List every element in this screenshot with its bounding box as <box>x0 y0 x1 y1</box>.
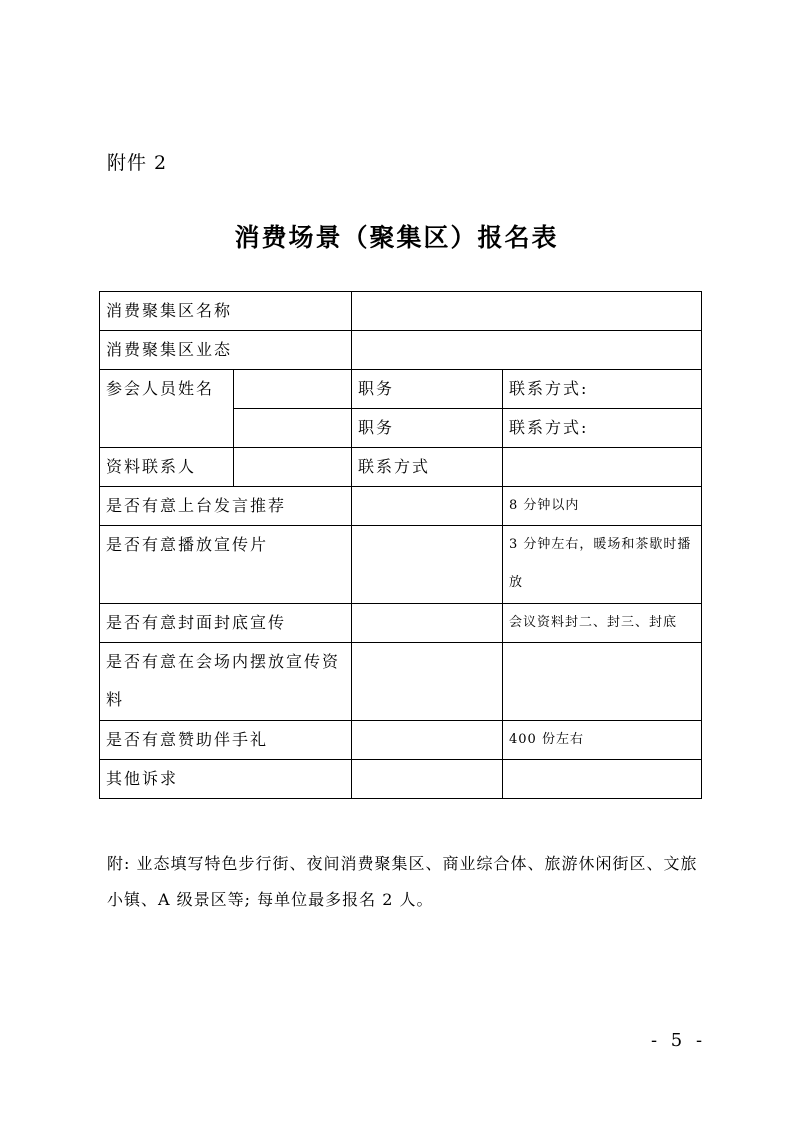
video-field[interactable] <box>352 526 503 604</box>
attendee-name-label: 参会人员姓名 <box>100 370 234 448</box>
row-cover <box>100 604 702 643</box>
speech-label: 是否有意上台发言推荐 <box>100 487 352 526</box>
cover-note: 会议资料封二、封三、封底 <box>503 604 702 643</box>
area-name-field[interactable] <box>352 292 702 331</box>
gift-label: 是否有意赞助伴手礼 <box>100 721 352 760</box>
speech-field[interactable] <box>352 487 503 526</box>
contact-method-label: 联系方式 <box>352 448 503 487</box>
annex-label: 附件 2 <box>107 152 168 174</box>
row-gift <box>100 721 702 760</box>
gift-note: 400 份左右 <box>503 721 702 760</box>
registration-form-table <box>99 291 702 799</box>
page-title: 消费场景（聚集区）报名表 <box>234 223 559 252</box>
row-area-type <box>100 331 702 370</box>
row-attendee-1 <box>100 370 702 409</box>
other-field[interactable] <box>352 760 503 799</box>
other-note-field[interactable] <box>503 760 702 799</box>
display-field[interactable] <box>352 643 503 721</box>
attendee-2-contact-label: 联系方式: <box>503 409 702 448</box>
display-label: 是否有意在会场内摆放宣传资料 <box>100 643 352 721</box>
row-other <box>100 760 702 799</box>
area-type-label: 消费聚集区业态 <box>100 331 352 370</box>
video-label: 是否有意播放宣传片 <box>100 526 352 604</box>
gift-field[interactable] <box>352 721 503 760</box>
other-label: 其他诉求 <box>100 760 352 799</box>
contact-method-field[interactable] <box>503 448 702 487</box>
footnote: 附: 业态填写特色步行街、夜间消费聚集区、商业综合体、旅游休闲街区、文旅小镇、A 级景区等; 每单位最多报名 2 人。 <box>107 854 698 909</box>
row-display <box>100 643 702 721</box>
row-area-name <box>100 292 702 331</box>
attendee-2-position-label: 职务 <box>352 409 503 448</box>
cover-field[interactable] <box>352 604 503 643</box>
attendee-1-name-field[interactable] <box>234 370 352 409</box>
display-note-field[interactable] <box>503 643 702 721</box>
contact-person-field[interactable] <box>234 448 352 487</box>
attendee-2-name-field[interactable] <box>234 409 352 448</box>
cover-label: 是否有意封面封底宣传 <box>100 604 352 643</box>
row-contact-person <box>100 448 702 487</box>
page-number: - 5 - <box>651 1030 707 1051</box>
attendee-1-contact-label: 联系方式: <box>503 370 702 409</box>
speech-note: 8 分钟以内 <box>503 487 702 526</box>
row-video <box>100 526 702 604</box>
area-name-label: 消费聚集区名称 <box>100 292 352 331</box>
attendee-1-position-label: 职务 <box>352 370 503 409</box>
row-speech <box>100 487 702 526</box>
area-type-field[interactable] <box>352 331 702 370</box>
contact-person-label: 资料联系人 <box>100 448 234 487</box>
video-note: 3 分钟左右，暖场和茶歇时播放 <box>503 526 702 604</box>
